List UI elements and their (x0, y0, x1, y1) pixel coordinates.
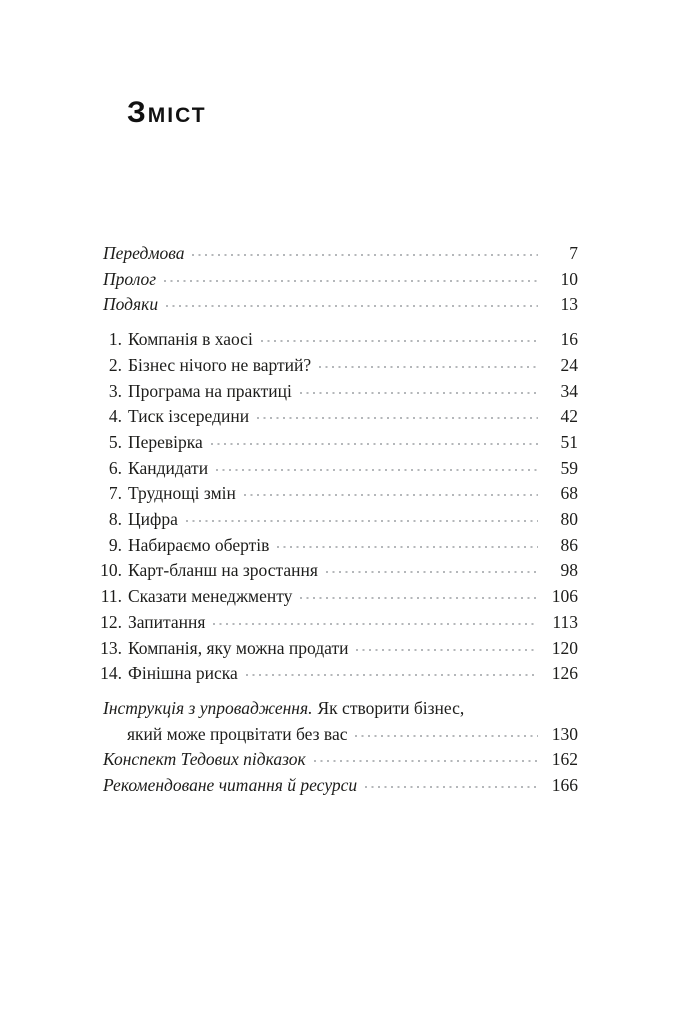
page-number: 106 (551, 586, 578, 607)
entry-title: Як створити бізнес, (317, 697, 465, 718)
entry-title: Пролог (103, 268, 157, 289)
toc-entry (103, 241, 578, 267)
dot-leader (186, 520, 538, 522)
chapters-section (100, 327, 578, 687)
chapter-number: 14. (100, 663, 122, 684)
entry-title: Труднощі змін (128, 483, 236, 504)
chapter-number: 8. (108, 509, 122, 530)
page-number: 10 (560, 268, 578, 289)
chapter-number: 5. (108, 431, 122, 452)
toc-entry (103, 481, 578, 507)
entry-title: Передмова (103, 243, 185, 263)
chapter-number: 9. (108, 534, 122, 555)
page-number: 130 (551, 723, 578, 744)
page-number: 68 (560, 483, 578, 504)
entry-title: Подяки (103, 294, 159, 315)
dot-leader (192, 254, 538, 256)
entry-title: Карт-бланш на зростання (128, 560, 318, 581)
page-number: 113 (552, 611, 578, 632)
entry-title: Компанія, яку можна продати (128, 637, 349, 658)
toc-entry (103, 404, 578, 430)
front-matter-section (103, 241, 578, 318)
dot-leader (166, 305, 538, 307)
entry-title: Набираємо обертів (128, 534, 270, 555)
page-number: 51 (560, 431, 578, 452)
toc-entry (100, 584, 578, 610)
page-number: 80 (560, 509, 578, 530)
page-number: 59 (560, 457, 578, 478)
toc-entry (103, 327, 578, 353)
entry-title: Перевірка (128, 431, 203, 452)
entry-title: Сказати менеджменту (128, 586, 293, 607)
entry-title-italic: Інструкція з упровадження. (103, 697, 313, 718)
page-number: 86 (560, 534, 578, 555)
dot-leader (211, 443, 538, 445)
toc-entry (100, 636, 578, 662)
chapter-number: 12. (100, 611, 122, 632)
toc-entry-multiline (103, 696, 578, 747)
chapter-number: 1. (108, 329, 122, 350)
chapter-number: 6. (108, 457, 122, 478)
page-number: 166 (551, 775, 578, 796)
page-number: 13 (560, 294, 578, 315)
page-number: 24 (560, 354, 578, 375)
toc-entry (103, 456, 578, 482)
chapter-number: 3. (108, 380, 122, 401)
page-number: 16 (560, 329, 578, 350)
toc-entry (100, 661, 578, 687)
toc-entry (103, 267, 578, 293)
dot-leader (356, 649, 538, 651)
dot-leader (326, 571, 538, 573)
entry-title: Тиск ізсередини (128, 406, 250, 427)
dot-leader (365, 786, 538, 788)
page-number: 120 (551, 637, 578, 658)
chapter-number: 10. (100, 560, 122, 581)
dot-leader (257, 417, 538, 419)
chapter-number: 4. (108, 406, 122, 427)
toc-entry (103, 533, 578, 559)
entry-title: Конспект Тедових підказок (103, 749, 306, 770)
back-matter-section (103, 696, 578, 799)
dot-leader (164, 280, 538, 282)
dot-leader (216, 469, 538, 471)
entry-title: Рекомендоване читання й ресурси (103, 775, 358, 796)
chapter-number: 2. (108, 354, 122, 375)
dot-leader (300, 392, 538, 394)
toc-entry (100, 610, 578, 636)
entry-line-2 (103, 722, 578, 748)
dot-leader (213, 623, 538, 625)
toc-entry (103, 292, 578, 318)
entry-title: Програма на практиці (128, 380, 292, 401)
page-number: 34 (560, 380, 578, 401)
dot-leader (300, 597, 538, 599)
dot-leader (314, 760, 538, 762)
entry-title: Компанія в хаосі (128, 329, 253, 350)
dot-leader (246, 674, 538, 676)
toc-entry (103, 430, 578, 456)
chapter-number: 7. (108, 483, 122, 504)
entry-title: Бізнес нічого не вартий? (128, 354, 312, 375)
dot-leader (355, 735, 538, 737)
entry-title: Кандидати (128, 457, 209, 478)
dot-leader (319, 366, 538, 368)
chapter-number: 11. (100, 586, 122, 607)
entry-title: Цифра (128, 509, 178, 530)
entry-title: Фінішна риска (128, 663, 238, 684)
page-title: Зміст (127, 96, 207, 129)
dot-leader (244, 494, 538, 496)
toc-entry (103, 379, 578, 405)
page-number: 98 (560, 560, 578, 581)
toc-entry (103, 773, 578, 799)
dot-leader (277, 546, 538, 548)
page-number: 126 (551, 663, 578, 684)
toc-entry (103, 747, 578, 773)
page-number: 162 (551, 749, 578, 770)
page-number: 42 (560, 406, 578, 427)
toc-entry (103, 507, 578, 533)
toc-entry (100, 558, 578, 584)
chapter-number: 13. (100, 637, 122, 658)
page-number: 7 (569, 243, 578, 263)
entry-title-continued: який може процвітати без вас (127, 723, 348, 744)
table-of-contents (100, 241, 578, 799)
entry-title: Запитання (128, 611, 206, 632)
toc-entry (103, 353, 578, 379)
dot-leader (261, 340, 538, 342)
entry-line-1 (103, 696, 578, 722)
